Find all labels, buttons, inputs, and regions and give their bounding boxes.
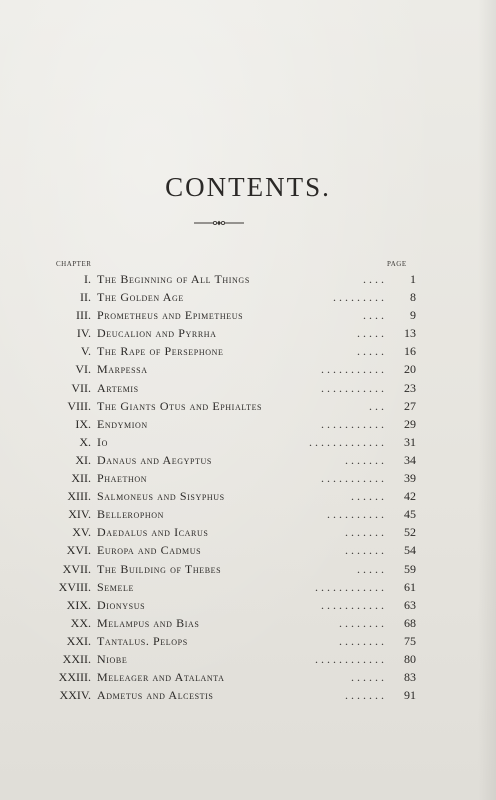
dot-leader: . . . . . . . . . . .: [321, 380, 384, 395]
contents-entry: [0, 469, 496, 487]
page-number: 13: [404, 326, 416, 341]
dot-leader: . . . . . .: [351, 489, 384, 504]
chapter-numeral: VI.: [75, 362, 91, 377]
chapter-numeral: V.: [80, 344, 91, 359]
page-number: 1: [410, 272, 416, 286]
page-number: 91: [404, 688, 416, 703]
dot-leader: . . . . . . . . . . .: [321, 362, 384, 377]
contents-entry: [0, 560, 496, 578]
page-number: 61: [404, 579, 416, 594]
contents-entry: [0, 324, 496, 342]
chapter-title: Marpessa: [97, 362, 148, 377]
chapter-numeral: XXIII.: [58, 670, 91, 685]
chapter-title: Phaethon: [97, 471, 148, 486]
page-number: 45: [404, 507, 416, 522]
page-number: 31: [404, 434, 416, 449]
chapter-title: Danaus and Aegyptus: [97, 452, 212, 467]
dot-leader: . . . . . . . . . .: [327, 507, 384, 522]
page-number: 68: [404, 615, 416, 630]
page-number: 23: [404, 380, 416, 395]
contents-entry: [0, 668, 496, 686]
chapter-numeral: X.: [79, 434, 91, 449]
dot-leader: . . . . . . . . . . . .: [315, 579, 384, 594]
page-number: 75: [404, 633, 416, 648]
chapter-title: Meleager and Atalanta: [97, 670, 225, 685]
contents-list: [0, 270, 496, 704]
chapter-numeral: XXIV.: [59, 688, 91, 703]
chapter-numeral: XVII.: [62, 561, 91, 576]
chapter-numeral: XII.: [71, 471, 91, 486]
chapter-numeral: VII.: [71, 380, 91, 395]
chapter-numeral: XIX.: [66, 597, 91, 612]
chapter-title: Endymion: [97, 416, 148, 431]
contents-entry: [0, 523, 496, 541]
page-number: 16: [404, 344, 416, 359]
dot-leader: . . . . . . . . . . . . .: [309, 434, 384, 449]
chapter-title: The Beginning of All Things: [97, 272, 250, 286]
page-number: 83: [404, 670, 416, 685]
dot-leader: . . . . .: [357, 344, 384, 359]
page-number: 63: [404, 597, 416, 612]
page-number: 59: [404, 561, 416, 576]
chapter-title: Niobe: [97, 651, 128, 666]
dot-leader: . . . . . . . . . . .: [321, 416, 384, 431]
chapter-title: Salmoneus and Sisyphus: [97, 489, 225, 504]
contents-entry: [0, 451, 496, 469]
chapter-title: Artemis: [97, 380, 139, 395]
chapter-title: Bellerophon: [97, 507, 165, 522]
dot-leader: . . . . . . . . .: [333, 290, 384, 305]
dot-leader: . . .: [369, 398, 384, 413]
page-number: 80: [404, 651, 416, 666]
contents-entry: [0, 505, 496, 523]
contents-entry: [0, 596, 496, 614]
page-number: 29: [404, 416, 416, 431]
page-number: 54: [404, 543, 416, 558]
chapter-title: Semele: [97, 579, 134, 594]
chapter-numeral: IV.: [76, 326, 91, 341]
dot-leader: . . . . . . .: [345, 452, 384, 467]
dot-leader: . . . . . . . .: [339, 633, 384, 648]
dot-leader: . . . . .: [357, 561, 384, 576]
page-column-label: PAGE: [387, 260, 407, 268]
dot-leader: . . . . . . . .: [339, 615, 384, 630]
chapter-title: Io: [97, 434, 108, 449]
chapter-numeral: IX.: [75, 416, 91, 431]
page-title: CONTENTS.: [165, 172, 331, 202]
ornament-divider-icon: [193, 218, 245, 228]
page-number: 27: [404, 398, 416, 413]
chapter-numeral: XX.: [70, 615, 91, 630]
chapter-numeral: III.: [76, 308, 91, 323]
chapter-title: Melampus and Bias: [97, 615, 200, 630]
chapter-title: Prometheus and Epimetheus: [97, 308, 244, 323]
contents-entry: [0, 578, 496, 596]
chapter-title: Daedalus and Icarus: [97, 525, 209, 540]
dot-leader: . . . . . . . . . . .: [321, 597, 384, 612]
contents-entry: [0, 632, 496, 650]
chapter-title: Dionysus: [97, 597, 146, 612]
contents-entry: [0, 541, 496, 559]
chapter-title: The Golden Age: [97, 290, 184, 305]
chapter-numeral: XXII.: [62, 651, 91, 666]
chapter-numeral: XXI.: [66, 633, 91, 648]
dot-leader: . . . .: [363, 272, 384, 286]
chapter-title: The Giants Otus and Ephialtes: [97, 398, 263, 413]
page-number: 9: [410, 308, 416, 323]
dot-leader: . . . . . .: [351, 670, 384, 685]
contents-entry: [0, 342, 496, 360]
dot-leader: . . . . . . .: [345, 525, 384, 540]
dot-leader: . . . . . . . . . . . .: [315, 651, 384, 666]
chapter-title: Admetus and Alcestis: [97, 688, 214, 703]
contents-entry: [0, 415, 496, 433]
dot-leader: . . . . . . .: [345, 543, 384, 558]
chapter-numeral: VIII.: [67, 398, 91, 413]
chapter-title: Deucalion and Pyrrha: [97, 326, 217, 341]
contents-entry: [0, 379, 496, 397]
contents-entry: [0, 686, 496, 704]
chapter-numeral: XI.: [75, 452, 91, 467]
contents-entry: [0, 433, 496, 451]
contents-entry: [0, 270, 496, 288]
contents-entry: [0, 397, 496, 415]
dot-leader: . . . . . . .: [345, 688, 384, 703]
contents-entry: [0, 288, 496, 306]
contents-entry: [0, 650, 496, 668]
contents-entry: [0, 487, 496, 505]
chapter-numeral: II.: [80, 290, 91, 305]
chapter-numeral: XVI.: [66, 543, 91, 558]
dot-leader: . . . .: [363, 308, 384, 323]
contents-entry: [0, 614, 496, 632]
page-number: 39: [404, 471, 416, 486]
chapter-numeral: XIII.: [67, 489, 91, 504]
dot-leader: . . . . . . . . . . .: [321, 471, 384, 486]
dot-leader: . . . . .: [357, 326, 384, 341]
contents-entry: [0, 306, 496, 324]
chapter-column-label: CHAPTER: [56, 260, 92, 268]
page-number: 52: [404, 525, 416, 540]
contents-entry: [0, 360, 496, 378]
chapter-numeral: XIV.: [68, 507, 91, 522]
page-number: 34: [404, 452, 416, 467]
chapter-numeral: XV.: [72, 525, 91, 540]
chapter-title: Europa and Cadmus: [97, 543, 202, 558]
chapter-title: The Rape of Persephone: [97, 344, 224, 359]
page-number: 8: [410, 290, 416, 305]
chapter-title: The Building of Thebes: [97, 561, 222, 576]
chapter-numeral: I.: [84, 272, 91, 286]
page-number: 42: [404, 489, 416, 504]
chapter-title: Tantalus. Pelops: [97, 633, 188, 648]
chapter-numeral: XVIII.: [58, 579, 91, 594]
page-number: 20: [404, 362, 416, 377]
